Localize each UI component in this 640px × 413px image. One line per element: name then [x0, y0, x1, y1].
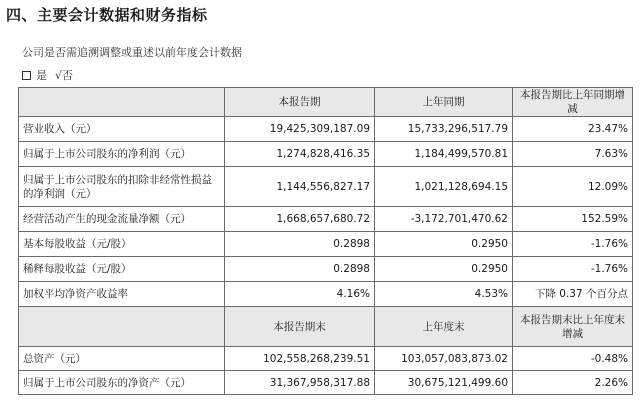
cell-prior: 15,733,296,517.79 [375, 117, 513, 142]
header-cell-blank [19, 307, 225, 347]
row-label: 基本每股收益（元/股） [19, 232, 225, 257]
header-cell-blank [19, 88, 225, 117]
cell-prior: 4.53% [375, 282, 513, 307]
check-mark: √ [55, 69, 63, 82]
table-row [19, 142, 633, 167]
row-label: 加权平均净资产收益率 [19, 282, 225, 307]
row-label: 经营活动产生的现金流量净额（元） [19, 207, 225, 232]
cell-change: 下降 0.37 个百分点 [513, 282, 633, 307]
header-period-end: 本报告期末 [225, 307, 375, 347]
header-year-end-change: 本报告期末比上年度末增减 [513, 307, 633, 347]
table-row [19, 232, 633, 257]
table-row [19, 371, 633, 395]
table-row [19, 207, 633, 232]
row-label: 总资产（元） [19, 347, 225, 371]
header-prior-year-end: 上年度末 [375, 307, 513, 347]
cell-change: 23.47% [513, 117, 633, 142]
cell-prior: 1,021,128,694.15 [375, 167, 513, 207]
answer-yes: 是 [36, 69, 47, 82]
cell-current: 0.2898 [225, 232, 375, 257]
cell-current: 31,367,958,317.88 [225, 371, 375, 395]
cell-current: 19,425,309,187.09 [225, 117, 375, 142]
cell-change: -1.76% [513, 257, 633, 282]
header-prior-period: 上年同期 [375, 88, 513, 117]
cell-prior: 30,675,121,499.60 [375, 371, 513, 395]
cell-change: 7.63% [513, 142, 633, 167]
section-title: 四、主要会计数据和财务指标 [6, 6, 208, 24]
answer-no: 否 [62, 69, 74, 82]
cell-prior: 103,057,083,873.02 [375, 347, 513, 371]
financial-indicators-table [18, 87, 633, 395]
table2-header-row [19, 307, 633, 347]
row-label: 归属于上市公司股东的净资产（元） [19, 371, 225, 395]
cell-current: 1,144,556,827.17 [225, 167, 375, 207]
restatement-answer [22, 67, 73, 83]
restatement-question: 公司是否需追溯调整或重述以前年度会计数据 [22, 46, 242, 59]
cell-current: 1,274,828,416.35 [225, 142, 375, 167]
cell-prior: 1,184,499,570.81 [375, 142, 513, 167]
table-row [19, 282, 633, 307]
cell-change: -0.48% [513, 347, 633, 371]
cell-change: 152.59% [513, 207, 633, 232]
row-label: 归属于上市公司股东的净利润（元） [19, 142, 225, 167]
cell-prior: 0.2950 [375, 232, 513, 257]
header-period-change: 本报告期比上年同期增减 [513, 88, 633, 117]
cell-change: 12.09% [513, 167, 633, 207]
cell-current: 1,668,657,680.72 [225, 207, 375, 232]
unchecked-box-icon [22, 71, 31, 80]
cell-current: 0.2898 [225, 257, 375, 282]
cell-prior: 0.2950 [375, 257, 513, 282]
cell-change: -1.76% [513, 232, 633, 257]
cell-change: 2.26% [513, 371, 633, 395]
table-row [19, 257, 633, 282]
cell-current: 102,558,268,239.51 [225, 347, 375, 371]
header-current-period: 本报告期 [225, 88, 375, 117]
cell-prior: -3,172,701,470.62 [375, 207, 513, 232]
row-label: 归属于上市公司股东的扣除非经常性损益的净利润（元） [19, 167, 225, 207]
table-row [19, 167, 633, 207]
cell-current: 4.16% [225, 282, 375, 307]
row-label: 稀释每股收益（元/股） [19, 257, 225, 282]
table1-header-row [19, 88, 633, 117]
table-row [19, 117, 633, 142]
row-label: 营业收入（元） [19, 117, 225, 142]
table-row [19, 347, 633, 371]
